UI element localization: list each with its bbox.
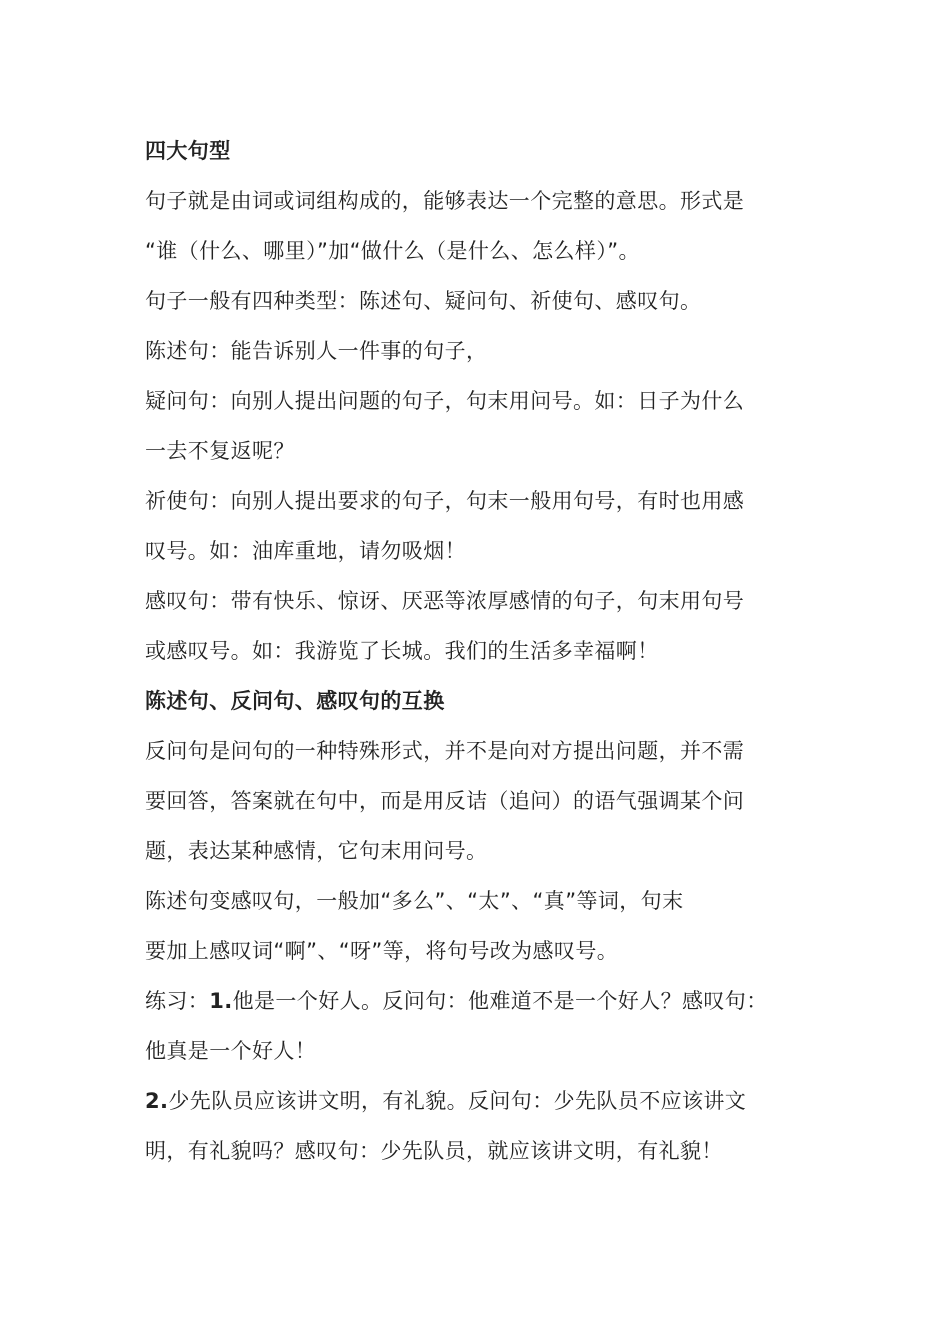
paragraph-line: 祈使句：向别人提出要求的句子，句末一般用句号，有时也用感 xyxy=(145,489,745,513)
paragraph-line: 或感叹号。如：我游览了长城。我们的生活多幸福啊！ xyxy=(145,639,659,663)
exercise-number: 1. xyxy=(209,989,233,1013)
paragraph-line: 疑问句：向别人提出问题的句子，句末用问号。如：日子为什么 xyxy=(145,389,745,413)
exercise-line xyxy=(145,1076,825,1126)
paragraph-line: 要回答，答案就在句中，而是用反诘（追问）的语气强调某个问 xyxy=(145,789,745,813)
paragraph-line: 反问句是问句的一种特殊形式，并不是向对方提出问题，并不需 xyxy=(145,739,745,763)
section-heading-four-sentence-types: 四大句型 xyxy=(145,139,231,163)
exercise-text: 他是一个好人。反问句：他难道不是一个好人？感叹句： xyxy=(232,989,768,1013)
paragraph-line: 感叹句：带有快乐、惊讶、厌恶等浓厚感情的句子，句末用句号 xyxy=(145,589,745,613)
paragraph-line: 明，有礼貌吗？感叹句：少先队员，就应该讲文明，有礼貌！ xyxy=(145,1139,723,1163)
paragraph-line: 句子一般有四种类型：陈述句、疑问句、祈使句、感叹句。 xyxy=(145,289,702,313)
paragraph-line: “谁（什么、哪里）”加“做什么（是什么、怎么样）”。 xyxy=(145,239,640,263)
paragraph-line: 陈述句：能告诉别人一件事的句子， xyxy=(145,339,488,363)
exercise-text: 少先队员应该讲文明，有礼貌。反问句：少先队员不应该讲文 xyxy=(168,1089,747,1113)
paragraph-line: 题，表达某种感情，它句末用问号。 xyxy=(145,839,488,863)
paragraph-line: 一去不复返呢？ xyxy=(145,439,295,463)
paragraph-line: 他真是一个好人！ xyxy=(145,1039,317,1063)
paragraph-line: 陈述句变感叹句，一般加“多么”、“太”、“真”等词，句末 xyxy=(145,889,684,913)
exercise-line xyxy=(145,976,825,1026)
section-heading-sentence-conversion: 陈述句、反问句、感叹句的互换 xyxy=(145,689,445,713)
document-body xyxy=(145,126,825,1176)
exercise-number: 2. xyxy=(145,1089,169,1113)
paragraph-line: 要加上感叹词“啊”、“呀”等，将句号改为感叹号。 xyxy=(145,939,619,963)
paragraph-line: 句子就是由词或词组构成的，能够表达一个完整的意思。形式是 xyxy=(145,189,745,213)
paragraph-line: 叹号。如：油库重地，请勿吸烟！ xyxy=(145,539,466,563)
exercise-prefix: 练习： xyxy=(145,989,210,1013)
